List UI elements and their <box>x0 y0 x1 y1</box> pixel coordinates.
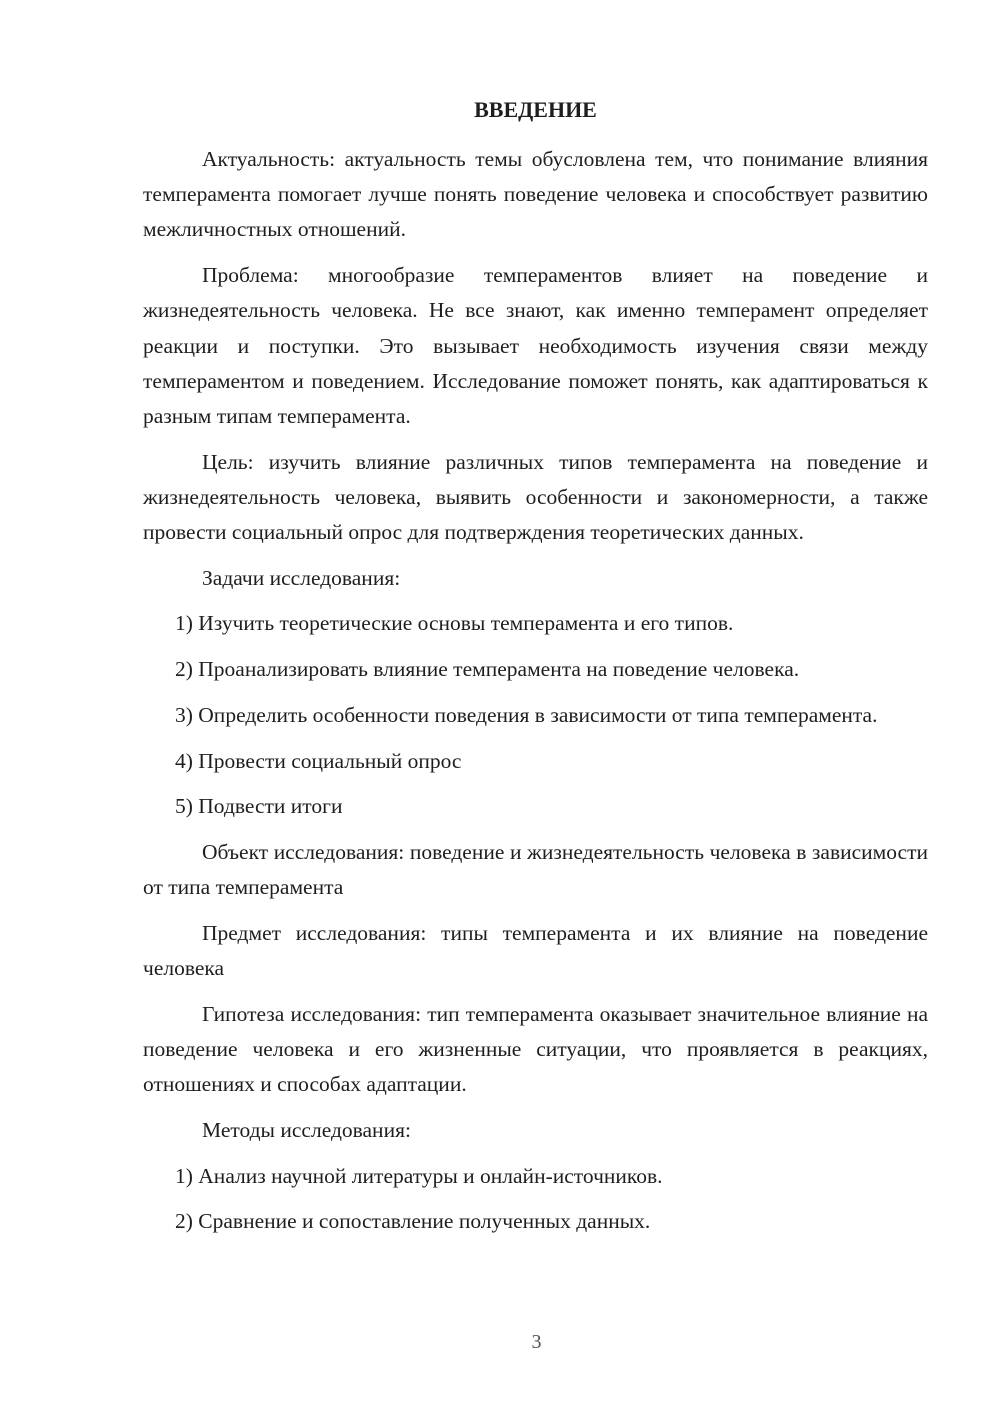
document-page <box>143 92 928 1250</box>
page-number: 3 <box>531 1331 542 1353</box>
goal-paragraph: Цель: изучить влияние различных типов темперамента на поведение и жизнедеятельность человека, выявить особенности и закономерности, а также провести социальный опрос для подтверждения теоретических данных. <box>143 449 928 545</box>
hypothesis-paragraph: Гипотеза исследования: тип темперамента оказывает значительное влияние на поведение человека и его жизненные ситуации, что проявляется в реакциях, отношениях и способах адаптации. <box>143 1001 928 1097</box>
task-item-4: 4) Провести социальный опрос <box>175 748 462 773</box>
tasks-heading: Задачи исследования: <box>202 565 401 590</box>
methods-heading: Методы исследования: <box>202 1117 411 1142</box>
section-title: ВВЕДЕНИЕ <box>474 97 597 122</box>
task-item-3: 3) Определить особенности поведения в зависимости от типа темперамента. <box>175 702 878 727</box>
method-item-1: 1) Анализ научной литературы и онлайн-источников. <box>175 1163 663 1188</box>
method-item-2: 2) Сравнение и сопоставление полученных данных. <box>175 1209 651 1234</box>
object-paragraph: Объект исследования: поведение и жизнедеятельность человека в зависимости от типа темперамента <box>143 839 928 900</box>
relevance-paragraph: Актуальность: актуальность темы обусловлена тем, что понимание влияния темперамента помогает лучше понять поведение человека и способствует развитию межличностных отношений. <box>143 147 928 242</box>
task-item-5: 5) Подвести итоги <box>175 794 343 819</box>
problem-paragraph: Проблема: многообразие темпераментов влияет на поведение и жизнедеятельность человека. Не все знают, как именно темперамент определяет реакции и поступки. Это вызывает необходимость изучения связи между темпераментом и поведением. Исследование поможет понять, как адаптироваться к разным типам темперамента. <box>143 263 928 428</box>
subject-paragraph: Предмет исследования: типы темперамента и их влияние на поведение человека <box>143 920 928 981</box>
task-item-1: 1) Изучить теоретические основы темперамента и его типов. <box>175 611 734 636</box>
task-item-2: 2) Проанализировать влияние темперамента на поведение человека. <box>175 657 800 682</box>
